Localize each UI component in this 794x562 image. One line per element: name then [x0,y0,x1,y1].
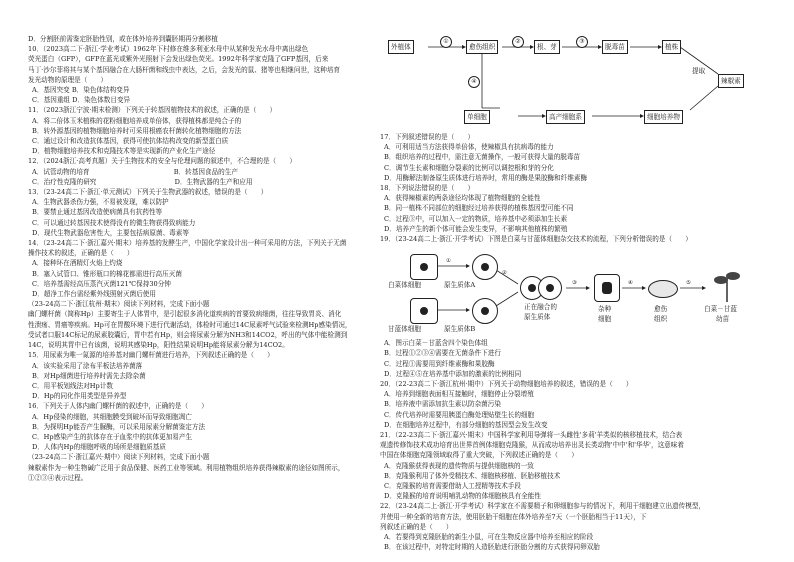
q16-option: B．为探明Hp能否产生脲酶，可以采用尿素分解菌鉴定方法 [32,422,206,431]
q19-option: A．图示白菜－甘蓝含四个染色体组 [384,339,488,348]
fig-step-4: ④ [628,280,634,287]
label-callus: 愈伤 [654,305,668,314]
fig-step-5: ⑤ [686,280,692,287]
q17-option: A．可利用适当方法获得单倍体，使辣椒具有抗病毒的能力 [384,143,554,152]
q14-option: A．接种环在酒精灯火焰上灼烧 [32,259,123,268]
q14-option: C．培养基需经高压蒸汽灭菌121℃保持30分钟 [32,279,171,288]
passage-line: 幽门螺杆菌（简称Hp）主要寄生于人体胃中，是引起很多消化道疾病的首要致病细菌，往往导致胃炎、消化 [28,310,342,319]
somatic-hybrid-figure [380,246,760,336]
q19-option: C．过程①需要用到纤维素酶和果胶酶 [384,359,495,368]
q21-stem: 观遗传修饰技术成功培育出世界首例体细胞克隆猴，从而成功培养出灵长类动物'中中'和'华华'，这意味着 [380,441,684,450]
q22-stem: 列叙述正确的是（ ） [380,522,453,531]
hybrid-cell [594,274,620,302]
label-hybrid-2: 细胞 [598,315,612,324]
kale-cell [410,298,438,324]
q20-stem: 20．（22-23高二下·浙江杭州·期中）下列关于动物细胞培养的叙述，错误的是（ ） [380,380,633,389]
q14-stem: 14．（23-24高二下·浙江嘉兴·期末）培养基的发酵生产，中国化学家设计出一种可采用的方法，下列关于无菌 [28,239,347,248]
label-callus-2: 组织 [654,315,668,324]
q14-stem: 操作技术的叙述，正确的是（ ） [28,249,134,258]
q12-options [28,167,374,177]
fig-step-2: ② [502,270,508,277]
q19-option: B．过程①②③④需要在无菌条件下进行 [384,349,501,358]
q16-option: D．人体内Hp的细胞呼吸的场所是细胞质基质 [32,443,166,452]
q13-stem: 13．（23-24高二下·浙江·单元测试）下列关于生物武器的叙述，错误的是（ ） [28,188,268,197]
q17-stem: 17．下列叙述错误的是（ ） [380,133,475,141]
q21-stem: 21．（22-23高二下·浙江嘉兴·期末）中国科学家利用导弹将一头雌性'多莉'羊类似的核移植技术，结合表 [380,431,683,440]
q19-stem: 19．（23-24高二上·浙江·开学考试）下图是白菜与甘蓝体细胞杂交技术的流程，下列分析错误的是（ ） [380,235,692,244]
q17-option: B．组织培养的过程中，需注意无菌操作，一般可获得大量的脱毒苗 [384,153,581,162]
step-1: ① [440,36,452,48]
q10-option: A．基因突变 B．染色体结构变异 [32,86,130,95]
q13-option: D．现代生物武器危害性大，主要包括病原菌、毒素等 [32,228,189,237]
node-capsaicin: 辣椒素 [718,74,744,88]
q10-line: 荧光蛋白（GFP），GFP在蓝光或紫外光照射下会发出绿色荧光。1992年科学家克隆了GFP基因，后来 [28,55,329,64]
q15-option: D．Hp的同化作用类型是异养型 [32,392,127,401]
q15-option: C．用平板划线法对Hp计数 [32,381,113,390]
node-root-shoot: 根、芽 [534,40,560,54]
node-explant: 外植体 [388,40,414,54]
bottom-line: ①②③④表示过程。 [28,473,88,482]
node-high-yield-line: 高产细胞系 [546,110,585,124]
q22-stem: 并使用一种全新的培育方法，使用胚胎干细胞在体外培养至7天（一个胚胎相当于11天），下 [380,512,647,521]
q12-option: C．治疗性克隆的研究 [32,177,97,186]
q12-option: A．试管动物的培育 [32,167,90,176]
q20-option: C．传代培养时需要用胰蛋白酶处理贴壁生长的细胞 [384,410,535,419]
q10-line: 马丁·沙尔菲将其与某个基因融合在大肠杆菌和线虫中表达，之后，会发光的鼠、猪等也相继问世，这种培育 [28,65,341,74]
q15-option: A．该实验采用了涂布平板法培养菌落 [32,361,143,370]
q18-option: D．培养产生的新个体可能会发生变异，不影响其他植株的繁殖 [384,224,568,233]
q21-stem: 中国在体细胞克隆领域取得了重大突破，下列叙述正确的是（ ） [380,451,578,460]
q20-option: D．在细胞培养过程中，有部分细胞的基因型会发生改变 [384,420,548,429]
left-column [28,34,374,483]
q12-stem: 12．（2024浙江·高考真题）关于生物技术的安全与伦理问题的叙述中，不合理的是（ ） [28,157,296,166]
q18-option: B．同一植株不同部位的细胞经过培养获得的植株基因型可能不同 [384,204,574,213]
q12-option: D．生物武器的生产和应用 [174,177,253,186]
node-single-cell: 单细胞 [464,110,490,124]
passage-line: 14C，说明其胃中已有该菌，说明其感染Hp，阳性结果说明Hp能将尿素分解为14CO2。 [28,341,289,350]
label-seedling: 白菜－甘蓝 [704,305,737,314]
label-protoplast-b: 原生质体B [444,325,476,334]
q18-option: C．过程③中，可以加入一定的物质，培养基中必须添加生长素 [384,214,568,223]
q22-stem: 22．（23-24高二上·浙江·开学考试）科学家在不需要精子和卵细胞参与的情况下，利用干细胞建立出遗传模型， [380,502,706,511]
q21-option: D．克隆猴的培育说明哺乳动物的体细胞核具有全能性 [384,492,541,501]
q15-stem: 15．用尿素为唯一氮源的培养基对幽门螺杆菌进行培养，下列叙述正确的是（ ） [28,351,274,360]
q14-option: D．超净工作台需经紫外线照射灭菌后使用 [32,290,156,299]
q10-line: 发光动物的原理是（ ） [28,75,108,84]
left-top-line: D．分割胚前需鉴定胚胎性别，或在体外培养到囊胚期再分割移植 [28,35,218,43]
q22-option: A．若要得到克隆胚胎的新生小鼠，可在生物反应器中培养至相应的阶段 [384,533,594,542]
q20-option: A．培养到细胞表面相互接触时，细胞停止分裂增殖 [384,390,534,399]
passage-line: （23-24高二下·浙江杭州·期末）阅读下列材料，完成下面小题 [28,300,210,309]
q16-option: C．Hp感染产生的抗体存在于血浆中的抗体更加易产生 [32,432,193,441]
label-fusing-2: 原生质体 [524,313,551,322]
q20-option: B．培养液中需添加抗生素以防杂菌污染 [384,400,501,409]
q16-stem: 16．下列关于人体内幽门螺杆菌的叙述中，正确的是（ ） [28,402,208,411]
q21-option: C．克隆猴的培育需要借助人工授精等技术手段 [384,482,521,491]
node-plant: 植株 [662,40,681,54]
node-cell-culture: 细胞培养物 [644,110,683,124]
q10-line: 10．（2023高二下·浙江·学业考试）1962年下村修在维多利亚水母中从某种发光水母中离出绿色 [28,45,309,54]
right-column [380,34,760,553]
fig-step-3: ③ [572,280,578,287]
q17-option: D．用酶解法制备原生质体进行培养时，常用的酶是果胶酶和纤维素酶 [384,173,588,182]
q12-options [28,177,374,187]
q10-option: C．基因重组 D．染色体数目变异 [32,96,131,105]
q15-option: B．对Hp细菌进行培养时需先去除杂菌 [32,371,146,380]
label-fusing: 正在融合的 [524,303,557,312]
passage-line: 受试者口服14C标记的尿素胶囊后，胃中若有Hp，则会将尿素分解为NH3和14CO2，呼出的气体中能检测到 [28,330,348,339]
step-2: ② [512,36,524,48]
bottom-line: （23-24高二下·浙江嘉兴·期中）阅读下列材料，完成下面小题 [28,453,210,462]
q21-option: B．克隆猴利用了体外受精技术、细胞核移植、胚胎移植技术 [384,471,561,480]
q13-option: C．可以通过转基因技术使得没有的微生物获得致病能力 [32,218,196,227]
q18-option: A．获得辣椒素的两条途径均体现了植物细胞的全能性 [384,194,541,203]
q18-stem: 18．下列说法错误的是（ ） [380,184,475,193]
passage-line: 性溃疡、胃癌等疾病。Hp可在胃酸环境下进行代谢活动，体检时可通过14C尿素呼气试验来检测Hp感染情况， [28,320,352,329]
q16-option: A．Hp侵染的细胞，其细胞膜受到破坏而导致细胞凋亡 [32,412,192,421]
capsaicin-flow-diagram [380,34,760,128]
node-virus-free-seedling: 脱毒苗 [602,40,628,54]
label-seedling-2: 幼苗 [716,315,730,324]
q14-option: B．塞入试管口、锥形瓶口的棉花都需进行高压灭菌 [32,269,182,278]
q11-option: C．通过设计和改造抗体基因，获得可使抗体结构改变的新型蛋白质 [32,137,229,146]
q19-option: D．过程④⑤在培养基中添加的激素的比例相同 [384,369,522,378]
q17-option: C．调节生长素和细胞分裂素的比例可以调控根和芽的分化 [384,163,554,172]
bottom-line: 辣椒素作为一种生物碱广泛用于食品保健、医药工业等领域。利用植物组织培养获得辣椒素的途径如图所示， [28,463,345,472]
step-3: ③ [576,36,588,48]
label-hybrid: 杂种 [598,305,612,314]
fig-step-1: ① [446,258,452,265]
q12-option: B．转基因食品的生产 [173,167,238,176]
q11-option: A．将二倍体玉米植株的花粉细胞培养成单倍体，获得植株都是纯合子的 [32,116,242,125]
seedling-icon [712,268,742,302]
q11-option: B．转外源基因的植物细胞培养时可采用根癌农杆菌转化植物细胞的方法 [32,126,242,135]
q21-option: A．克隆猴获得表现的遗传物质与提供细胞核的一致 [384,461,534,470]
step-4: ④ [468,76,480,88]
label-protoplast-a: 原生质体A [444,281,476,290]
q11-stem: 11．（2023浙江宁波·期末检测）下列关于转基因植物技术的叙述，正确的是（ ） [28,106,277,115]
q13-option: A．生物武器杀伤力强，不易被发现，难以防护 [32,198,169,207]
label-extract: 提取 [692,67,706,75]
q11-option: D．植物细胞培养技术和克隆技术等是实现新的产业化生产途径 [32,147,216,156]
node-callus: 愈伤组织 [466,40,498,54]
label-kale-cell: 甘蓝体细胞 [388,325,421,334]
q22-option: B．在该过程中，对特定时期的人造胚胎进行胚胎分割的方式获得同卵双胎 [384,543,600,552]
cabbage-cell [410,254,438,280]
q13-option: B．要禁止通过基因改造使病菌具有抗药性等 [32,208,163,217]
label-cabbage-cell: 白菜体细胞 [388,281,421,290]
